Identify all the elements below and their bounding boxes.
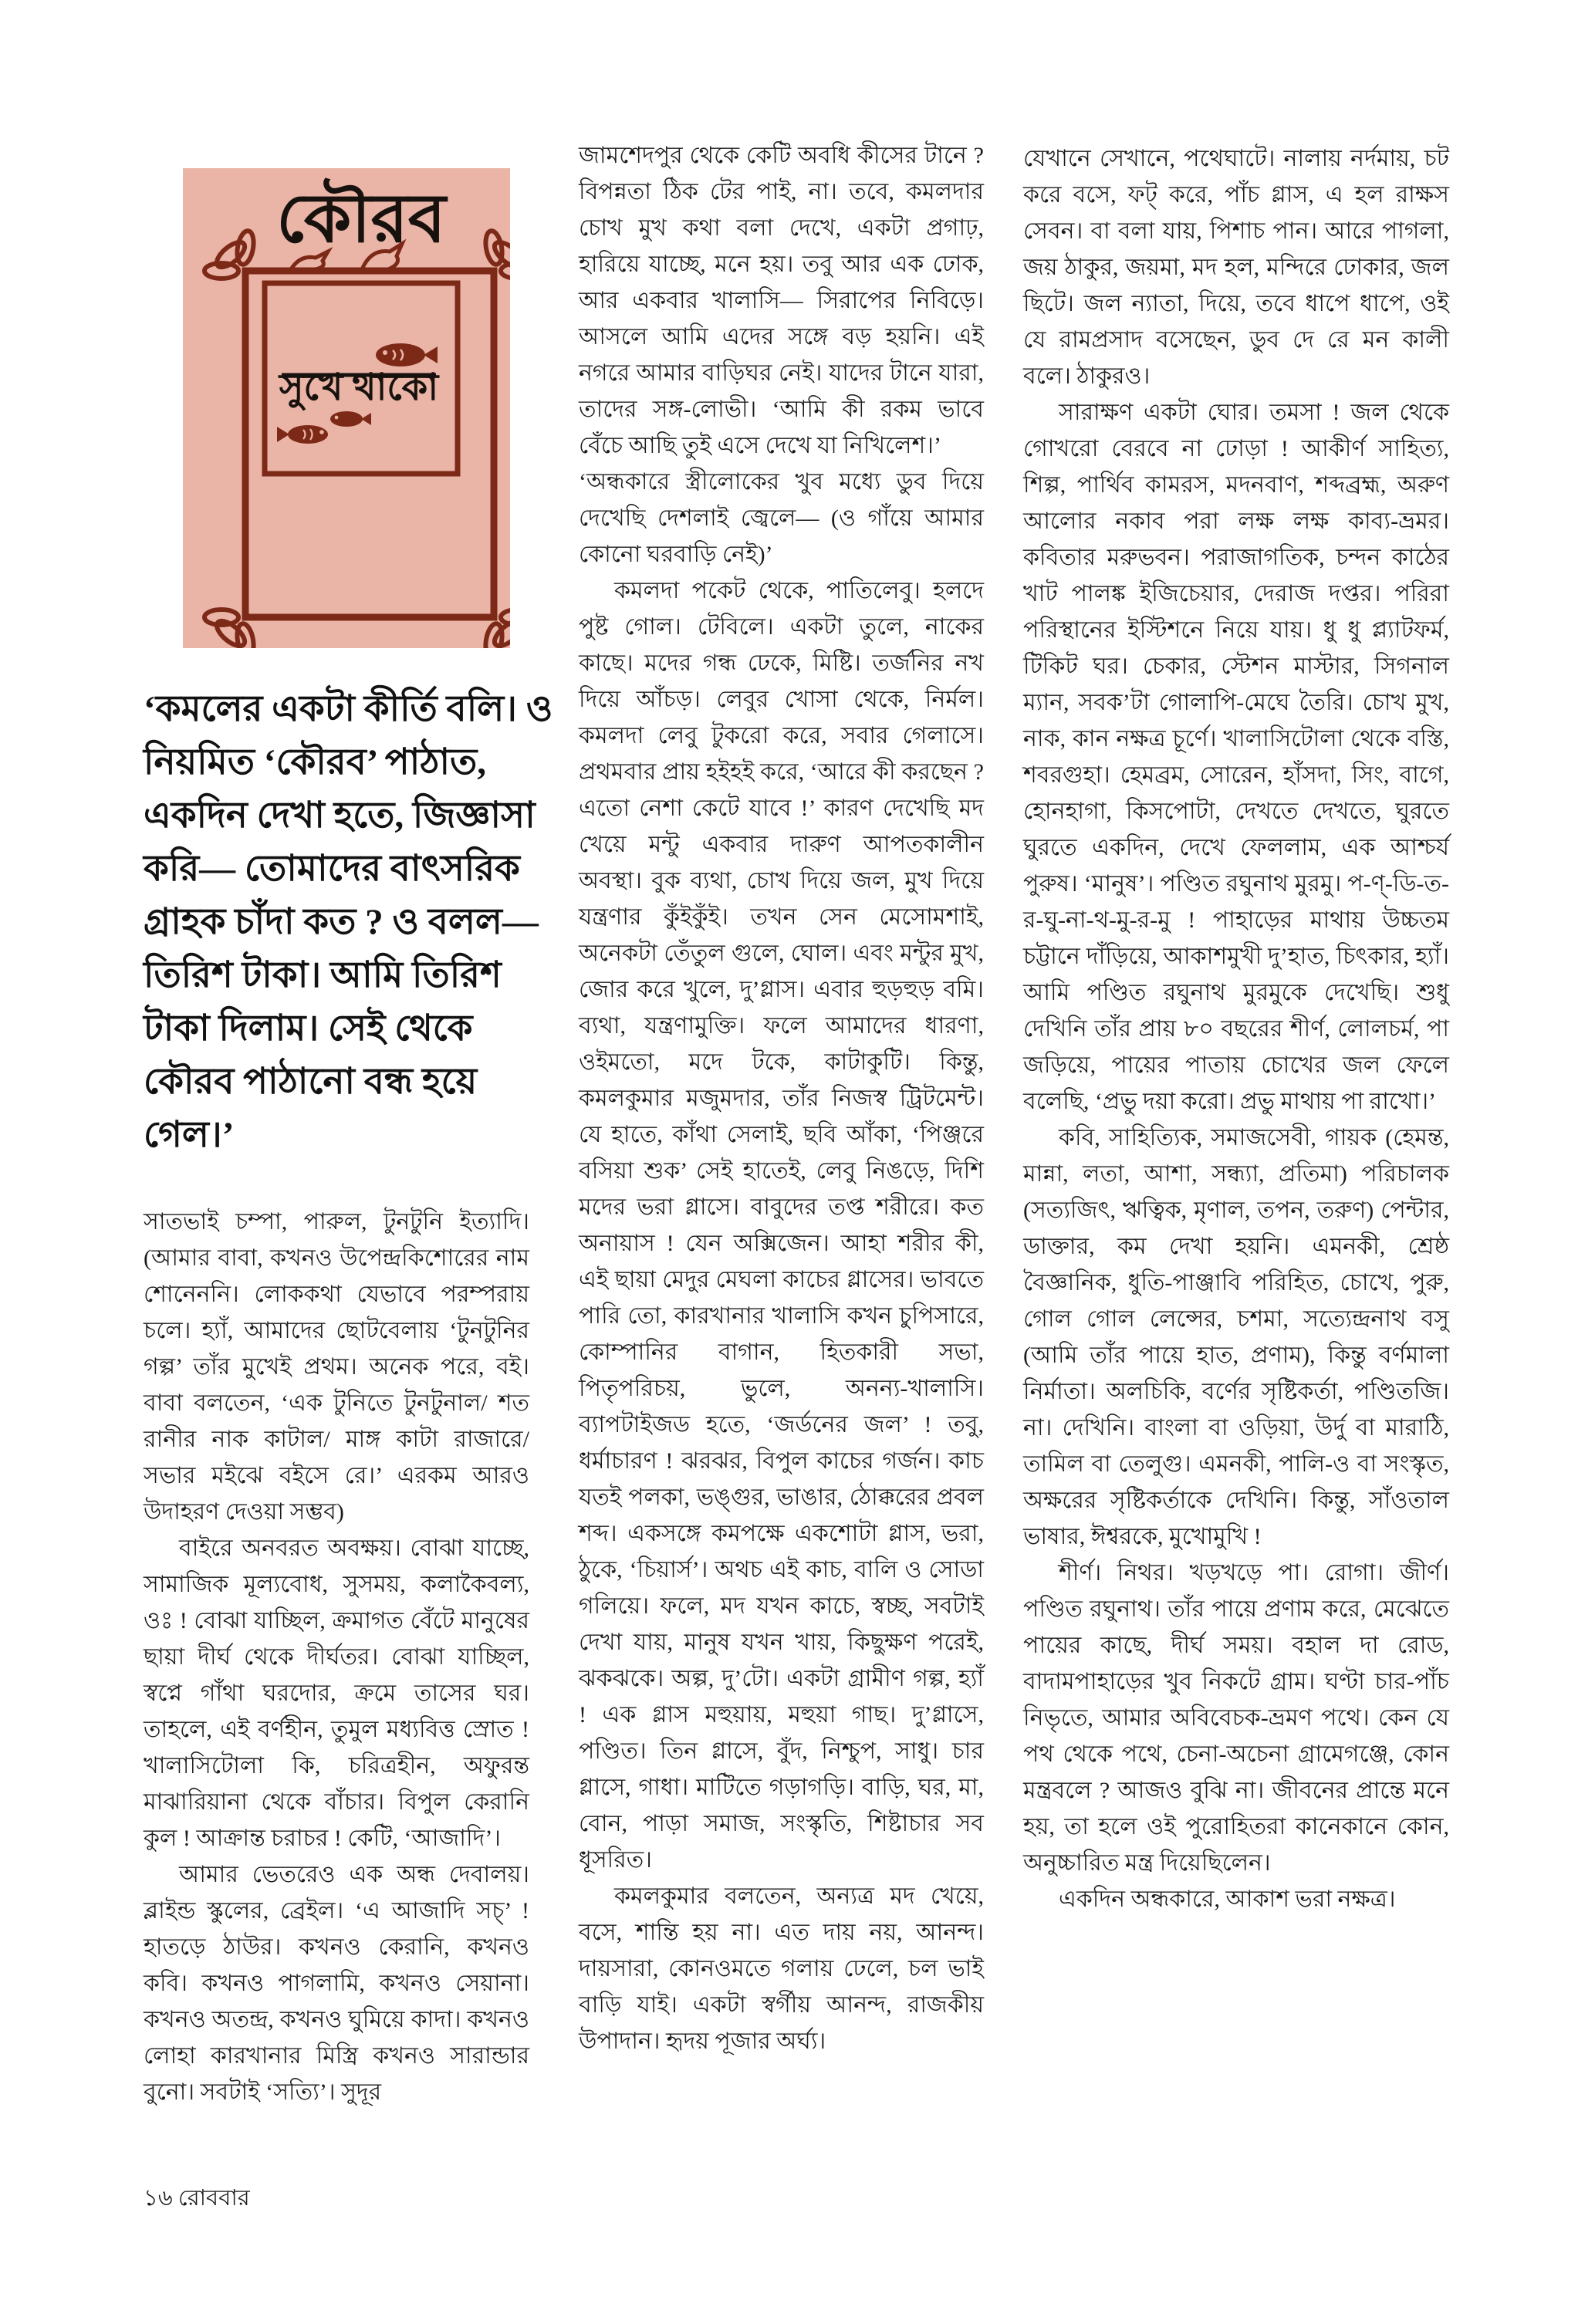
- body-paragraph: কমলকুমার বলতেন, অন্যত্র মদ খেয়ে, বসে, শান্তি হয় না। এত দায় নয়, আনন্দ। দায়সারা, কোনওমতে গলায় ঢেলে, চল ভাই বাড়ি যাই। একটা স্বর্গীয় আনন্দ, রাজকীয় উপাদান। হৃদয় পূজার অর্ঘ্য।: [579, 1883, 984, 2054]
- book-cover-illustration: [183, 168, 510, 648]
- body-paragraph: কবি, সাহিত্যিক, সমাজসেবী, গায়ক (হেমন্ত, মান্না, লতা, আশা, সন্ধ্যা, প্রতিমা) পরিচালক (সত্যজিৎ, ঋত্বিক, মৃণাল, তপন, তরুণ) পেন্টার, ডাক্তার, কম দেখা হয়নি। এমনকী, শ্রেষ্ঠ বৈজ্ঞানিক, ধুতি-পাঞ্জাবি পরিহিত, চোখে, পুরু, গোল গোল লেন্সের, চশমা, সত্যেন্দ্রনাথ বসু (আমি তাঁর পায়ে হাত, প্রণাম), কিন্তু বর্ণমালা নির্মাতা। অলচিকি, বর্ণের সৃষ্টিকর্তা, পণ্ডিতজি। না। দেখিনি। বাংলা বা ওড়িয়া, উর্দু বা মারাঠি, তামিল বা তেলুগু। এমনকী, পালি-ও বা সংস্কৃত, অক্ষরের সৃষ্টিকর্তাকে দেখিনি। কিন্তু, সাঁওতাল ভাষার, ঈশ্বরকে, মুখোমুখি !: [1023, 1125, 1449, 1549]
- page-number: ১৬ রোববার: [144, 2186, 250, 2211]
- body-paragraph: বাইরে অনবরত অবক্ষয়। বোঝা যাচ্ছে, সামাজিক মূল্যবোধ, সুসময়, কলাকৈবল্য, ওঃ ! বোঝা যাচ্ছিল, ক্রমাগত বেঁটে মানুষের ছায়া দীর্ঘ থেকে দীর্ঘতর। বোঝা যাচ্ছিল, স্বপ্নে গাঁথা ঘরদোর, ক্রমে তাসের ঘর। তাহলে, এই বর্ণহীন, তুমুল মধ্যবিত্ত স্রোত ! খালাসিটোলা কি, চরিত্রহীন, অফুরন্ত মাঝারিয়ানা থেকে বাঁচার। বিপুল কেরানি কুল ! আক্রান্ত চরাচর ! কেটি, ‘আজাদি’।: [144, 1535, 529, 1851]
- cover-art: [183, 168, 510, 648]
- body-paragraph: কমলদা পকেট থেকে, পাতিলেবু। হলদে পুষ্ট গোল। টেবিলে। একটা তুলে, নাকের কাছে। মদের গন্ধ ঢেকে, মিষ্টি। তর্জনির নখ দিয়ে আঁচড়। লেবুর খোসা থেকে, নির্মল। কমলদা লেবু টুকরো করে, সবার গেলাসে। প্রথমবার প্রায় হইহই করে, ‘আরে কী করছেন ? এতো নেশা কেটে যাবে !’ কারণ দেখেছি মদ খেয়ে মন্টু একবার দারুণ আপতকালীন অবস্থা। বুক ব্যথা, চোখ দিয়ে জল, মুখ দিয়ে যন্ত্রণার কুঁইকুঁই। তখন সেন মেসোমশাই, অনেকটা তেঁতুল গুলে, ঘোল। এবং মন্টুর মুখ, জোর করে খুলে, দু’গ্লাস। এবার হুড়হুড় বমি। ব্যথা, যন্ত্রণামুক্তি। ফলে আমাদের ধারণা, ওইমতো, মদে টকে, কাটাকুটি। কিন্তু, কমলকুমার মজুমদার, তাঁর নিজস্ব ট্রিটমেন্ট। যে হাতে, কাঁথা সেলাই, ছবি আঁকা, ‘পিঞ্জরে বসিয়া শুক’ সেই হাতেই, লেবু নিঙড়ে, দিশি মদের ভরা গ্লাসে। বাবুদের তপ্ত শরীরে। কত অনায়াস ! যেন অক্সিজেন। আহা শরীর কী, এই ছায়া মেদুর মেঘলা কাচের গ্লাসের। ভাবতে পারি তো, কারখানার খালাসি কখন চুপিসারে, কোম্পানির বাগান, হিতকারী সভা, পিতৃপরিচয়, ভুলে, অনন্য-খালাসি। ব্যাপটাইজড হতে, ‘জর্ডনের জল’ ! তবু, ধর্মাচারণ ! ঝরঝর, বিপুল কাচের গর্জন। কাচ যতই পলকা, ভঙ্গুর, ভাঙার, ঠোক্করের প্রবল শব্দ। একসঙ্গে কমপক্ষে একশোটা গ্লাস, ভরা, ঠুকে, ‘চিয়ার্স’। অথচ এই কাচ, বালি ও সোডা গলিয়ে। ফলে, মদ যখন কাচে, স্বচ্ছ, সবটাই দেখা যায়, মানুষ যখন খায়, কিছুক্ষণ পরেই, ঝকঝকে। অল্প, দু’টো। একটা গ্রামীণ গল্প, হ্যাঁ ! এক গ্লাস মহুয়ায়, মহুয়া গাছ। দু’গ্লাসে, পণ্ডিত। তিন গ্লাসে, বুঁদ, নিশ্চুপ, সাধু। চার গ্লাসে, গাধা। মাটিতে গড়াগড়ি। বাড়ি, ঘর, মা, বোন, পাড়া সমাজ, সংস্কৃতি, শিষ্টাচার সব ধূসরিত।: [579, 578, 984, 1873]
- column-right: [1023, 140, 1449, 2162]
- body-paragraph: আমার ভেতরেও এক অন্ধ দেবালয়। ব্লাইন্ড স্কুলের, ব্রেইল। ‘এ আজাদি সচ্‌’ ! হাতড়ে ঠাউর। কখনও কেরানি, কখনও কবি। কখনও পাগলামি, কখনও সেয়ানা। কখনও অতন্দ্র, কখনও ঘুমিয়ে কাদা। কখনও লোহা কারখানার মিস্ত্রি কখনও সারান্ডার বুনো। সবটাই ‘সত্যি’। সুদূর: [144, 1862, 529, 2105]
- body-paragraph: শীর্ণ। নিথর। খড়খড়ে পা। রোগা। জীর্ণ। পণ্ডিত রঘুনাথ। তাঁর পায়ে প্রণাম করে, মেঝেতে পায়ের কাছে, দীর্ঘ সময়। বহাল দা রোড, বাদামপাহাড়ের খুব নিকটে গ্রাম। ঘণ্টা চার-পাঁচ নিভৃতে, আমার অবিবেচক-ভ্রমণ পথে। কেন যে পথ থেকে পথে, চেনা-অচেনা গ্রামেগঞ্জে, কোন মন্ত্রবলে ? আজও বুঝি না। জীবনের প্রান্তে মনে হয়, তা হলে ওই পুরোহিতরা কানেকানে কোন, অনুচ্চারিত মন্ত্র দিয়েছিলেন।: [1023, 1560, 1449, 1876]
- body-paragraph: ‘অন্ধকারে স্ত্রীলোকের খুব মধ্যে ডুব দিয়ে দেখেছি দেশলাই জ্বেলে— (ও গাঁয়ে আমার কোনো ঘরবাড়ি নেই)’: [579, 469, 984, 567]
- body-paragraph: জামশেদপুর থেকে কেটি অবধি কীসের টানে ? বিপন্নতা ঠিক টের পাই, না। তবে, কমলদার চোখ মুখ কথা বলা দেখে, একটা প্রগাঢ়, হারিয়ে যাচ্ছে, মনে হয়। তবু আর এক ঢোক, আর একবার খালাসি— সিরাপের নিবিড়ে। আসলে আমি এদের সঙ্গে বড় হয়নি। এই নগরে আমার বাড়িঘর নেই। যাদের টানে যারা, তাদের সঙ্গ-লোভী। ‘আমি কী রকম ভাবে বেঁচে আছি তুই এসে দেখে যা নিখিলেশ।’: [579, 143, 984, 458]
- body-paragraph: সারাক্ষণ একটা ঘোর। তমসা ! জল থেকে গোখরো বেরবে না ঢোড়া ! আকীর্ণ সাহিত্য, শিল্প, পার্থিব কামরস, মদনবাণ, শব্দব্রহ্ম, অরুণ আলোর নকাব পরা লক্ষ লক্ষ কাব্য-ভ্রমর। কবিতার মরুভবন। পরাজাগতিক, চন্দন কাঠের খাট পালঙ্ক ইজিচেয়ার, দেরাজ দপ্তর। পরিরা পরিস্থানের ইস্টিশনে নিয়ে যায়। ধু ধু প্ল্যাটফর্ম, টিকিট ঘর। চেকার, স্টেশন মাস্টার, সিগনাল ম্যান, সবক’টা গোলাপি-মেঘে তৈরি। চোখ মুখ, নাক, কান নক্ষত্র চূর্ণে। খালাসিটোলা থেকে বস্তি, শবরগুহা। হেমব্রম, সোরেন, হাঁসদা, সিং, বাগে, হোনহাগা, কিসপোটা, দেখতে দেখতে, ঘুরতে ঘুরতে একদিন, দেখে ফেললাম, এক আশ্চর্য পুরুষ। ‘মানুষ’। পণ্ডিত রঘুনাথ মুরমু। প-ণ্-ডি-ত-র-ঘু-না-থ-মু-র-মু ! পাহাড়ের মাথায় উচ্চতম চট্টানে দাঁড়িয়ে, আকাশমুখী দু’হাত, চিৎকার, হ্যাঁ। আমি পণ্ডিত রঘুনাথ মুরমুকে দেখেছি। শুধু দেখিনি তাঁর প্রায় ৮০ বছরের শীর্ণ, লোলচর্ম, পা জড়িয়ে, পায়ের পাতায় চোখের জল ফেলে বলেছি, ‘প্রভু দয়া করো। প্রভু মাথায় পা রাখো।’: [1023, 400, 1449, 1114]
- column-middle: [579, 137, 984, 2174]
- column-left: [144, 1204, 529, 2199]
- body-paragraph: সাতভাই চম্পা, পারুল, টুনটুনি ইত্যাদি। (আমার বাবা, কখনও উপেন্দ্রকিশোরের নাম শোনেননি। লোককথা যেভাবে পরম্পরায় চলে। হ্যাঁ, আমাদের ছোটবেলায় ‘টুনটুনির গল্প’ তাঁর মুখেই প্রথম। অনেক পরে, বই। বাবা বলতেন, ‘এক টুনিতে টুনটুনাল/ শত রানীর নাক কাটাল/ মাঙ্গ কাটা রাজারে/ সভার মইঝে বইসে রে।’ এরকম আরও উদাহরণ দেওয়া সম্ভব): [144, 1209, 529, 1525]
- body-paragraph: যেখানে সেখানে, পথেঘাটে। নালায় নর্দমায়, চট করে বসে, ফট্‌ করে, পাঁচ গ্লাস, এ হল রাক্ষস সেবন। বা বলা যায়, পিশাচ পান। আরে পাগলা, জয় ঠাকুর, জয়মা, মদ হল, মন্দিরে ঢোকার, জল ছিটে। জল ন্যাতা, দিয়ে, তবে ধাপে ধাপে, ওই যে রামপ্রসাদ বসেছেন, ডুব দে রে মন কালী বলে। ঠাকুরও।: [1023, 146, 1449, 389]
- body-paragraph: একদিন অন্ধকারে, আকাশ ভরা নক্ষত্র।: [1059, 1887, 1396, 1912]
- cover-title: কৌরব: [276, 182, 446, 257]
- pull-quote: ‘কমলের একটা কীর্তি বলি। ও নিয়মিত ‘কৌরব’ পাঠাত, একদিন দেখা হতে, জিজ্ঞাসা করি— তোমাদের বাৎসরিক গ্রাহক চাঁদা কত ? ও বলল— তিরিশ টাকা। আমি তিরিশ টাকা দিলাম। সেই থেকে কৌরব পাঠানো বন্ধ হয়ে গেল।’: [144, 689, 553, 1155]
- cover-caption: সুখে থাকো: [279, 367, 439, 408]
